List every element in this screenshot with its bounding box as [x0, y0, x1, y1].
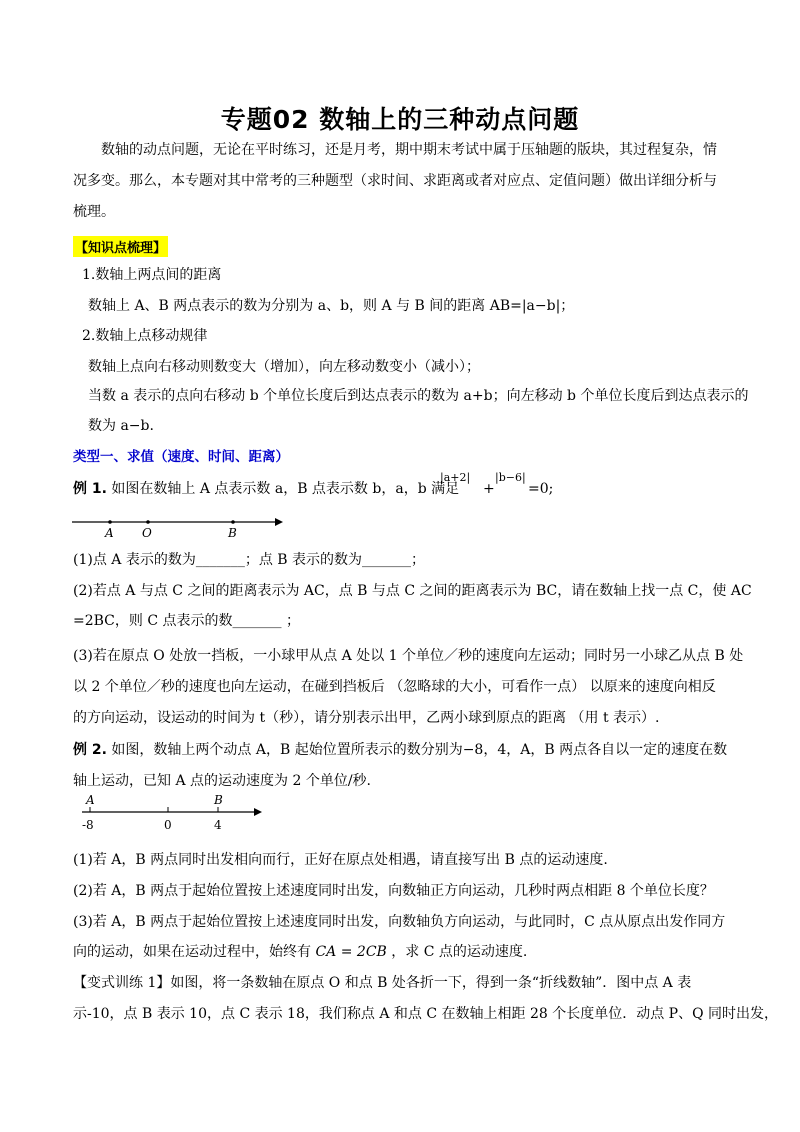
example-1-abs-term-2: |b−6|	[495, 471, 526, 484]
example-1-equation-end: =0;	[528, 481, 554, 497]
example-1-question-1: (1)点 A 表示的数为_______；点 B 表示的数为_______；	[73, 552, 426, 568]
example-2-label: 例 2.	[73, 742, 107, 758]
example-1-label-a: A	[105, 526, 114, 540]
example-1-label-b: B	[228, 526, 237, 540]
variant-training-line-2: 示-10，点 B 表示 10，点 C 表示 18，我们称点 A 和点 C 在数轴上相距 28 个长度单位．动点 P、Q 同时出发，	[73, 1006, 779, 1022]
example-2-tick-label-0: 0	[164, 818, 172, 832]
example-1-question-3-a: (3)若在原点 O 处放一挡板，一小球甲从点 A 处以 1 个单位／秒的速度向左运动；同时另一小球乙从点 B 处	[73, 648, 744, 664]
example-2-question-3-b-post: ，求 C 点的运动速度.	[391, 944, 528, 960]
knowledge-point-2-text-1: 数轴上点向右移动则数变大（增加），向左移动数变小（减小）；	[88, 359, 480, 375]
example-2-tick-label-neg8: -8	[82, 818, 94, 832]
example-1-plus-sign: +	[483, 481, 495, 497]
page-title: 专题02 数轴上的三种动点问题	[220, 105, 580, 134]
example-2-axis-arrow	[254, 808, 262, 816]
example-2-label-b: B	[214, 793, 223, 807]
knowledge-point-2-title: 2.数轴上点移动规律	[82, 328, 208, 344]
knowledge-point-2-text-2: 当数 a 表示的点向右移动 b 个单位长度后到达点表示的数为 a+b；向左移动 b 个单位长度后到达点表示的	[88, 388, 749, 404]
example-1-point-b	[231, 520, 235, 524]
example-1-abs-term-1: |a+2|	[440, 471, 471, 484]
type-1-heading: 类型一、求值（速度、时间、距离）	[73, 449, 289, 465]
example-1-question-3-c: 的方向运动，设运动的时间为 t（秒），请分别表示出甲，乙两小球到原点的距离 （用 t 表示）.	[73, 710, 660, 726]
example-1-number-line	[70, 508, 285, 540]
example-2-question-3-b	[73, 942, 527, 962]
example-1-question-2-b: =2BC，则 C 点表示的数_______ ；	[73, 613, 300, 629]
knowledge-point-1-text: 数轴上 A、B 两点表示的数为分别为 a、b，则 A 与 B 间的距离 AB=|a−b|；	[88, 298, 575, 314]
example-1-stem-line	[73, 479, 459, 499]
example-1-question-3-b: 以 2 个单位／秒的速度也向左运动，在碰到挡板后 （忽略球的大小，可看作一点） 以原来的速度向相反	[73, 679, 716, 695]
knowledge-point-2-text-3: 数为 a−b.	[88, 418, 154, 434]
example-2-tick-label-4: 4	[214, 818, 222, 832]
example-1-point-a	[108, 520, 112, 524]
knowledge-point-1-title: 1.数轴上两点间的距离	[82, 267, 222, 283]
example-1-point-o	[146, 520, 150, 524]
variant-training-line-1: 【变式训练 1】如图，将一条数轴在原点 O 和点 B 处各折一下，得到一条“折线数轴”．图中点 A 表	[73, 975, 692, 991]
example-2-stem-line-1	[73, 740, 727, 760]
example-1-axis-arrow	[275, 518, 283, 526]
example-2-number-line	[78, 792, 268, 834]
knowledge-heading: 【知识点梳理】	[73, 236, 168, 257]
intro-paragraph: 数轴的动点问题，无论在平时练习，还是月考，期中期末考试中属于压轴题的版块，其过程复杂，情况多变。那么，本专题对其中常考的三种题型（求时间、求距离或者对应点、定值问题）做出详细分析与梳理。	[73, 142, 717, 220]
example-2-stem-a: 如图，数轴上两个动点 A，B 起始位置所表示的数分别为−8，4，A，B 两点各自以一定的速度在数	[111, 742, 728, 758]
example-1-question-2-a: (2)若点 A 与点 C 之间的距离表示为 AC，点 B 与点 C 之间的距离表示为 BC，请在数轴上找一点 C，使 AC	[73, 583, 752, 599]
example-2-question-1: (1)若 A，B 两点同时出发相向而行，正好在原点处相遇，请直接写出 B 点的运动速度.	[73, 852, 608, 868]
example-2-question-3-b-pre: 向的运动，如果在运动过程中，始终有	[73, 944, 311, 960]
example-2-question-3-b-equation: CA = 2CB	[315, 944, 387, 960]
example-2-stem-line-2: 轴上运动，已知 A 点的运动速度为 2 个单位/秒.	[73, 773, 371, 789]
example-1-label-o: O	[142, 526, 152, 540]
example-1-label: 例 1.	[73, 481, 107, 497]
example-1-stem: 如图在数轴上 A 点表示数 a，B 点表示数 b，a，b 满足	[111, 481, 460, 497]
example-2-label-a: A	[86, 793, 95, 807]
example-2-question-2: (2)若 A，B 两点于起始位置按上述速度同时出发，向数轴正方向运动，几秒时两点相距 8 个单位长度？	[73, 883, 714, 899]
example-2-question-3-a: (3)若 A，B 两点于起始位置按上述速度同时出发，向数轴负方向运动，与此同时，C 点从原点出发作同方	[73, 914, 726, 930]
